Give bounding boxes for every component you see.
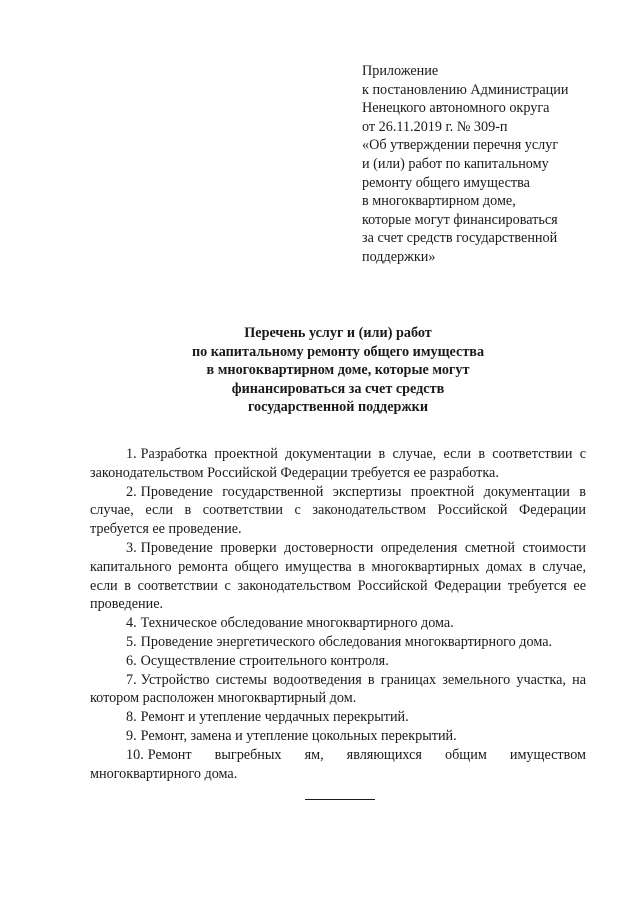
appendix-line: ремонту общего имущества bbox=[362, 174, 530, 191]
item-number: 1. bbox=[126, 446, 137, 462]
list-item bbox=[90, 671, 586, 709]
appendix-line: Ненецкого автономного округа bbox=[362, 100, 550, 117]
title-line: Перечень услуг и (или) работ bbox=[244, 325, 432, 341]
item-text: Техническое обследование многоквартирного дома. bbox=[140, 615, 454, 632]
item-text: Осуществление строительного контроля. bbox=[140, 652, 389, 669]
list-item bbox=[90, 539, 586, 614]
list-item bbox=[90, 445, 586, 483]
appendix-line: к постановлению Администрации bbox=[362, 81, 569, 98]
appendix-line: Приложение bbox=[362, 63, 439, 79]
title-line: государственной поддержки bbox=[247, 399, 429, 416]
item-number: 3. bbox=[126, 539, 137, 556]
appendix-line: в многоквартирном доме, bbox=[362, 193, 516, 210]
item-number: 2. bbox=[126, 483, 137, 500]
item-text: Ремонт и утепление чердачных перекрытий. bbox=[140, 709, 409, 726]
end-separator-line bbox=[305, 799, 375, 800]
document-title bbox=[90, 324, 586, 417]
services-list bbox=[90, 445, 586, 783]
list-item bbox=[90, 483, 586, 539]
item-number: 9. bbox=[126, 727, 137, 744]
appendix-header bbox=[362, 62, 612, 267]
item-number: 6. bbox=[126, 652, 137, 669]
list-item bbox=[90, 746, 586, 784]
appendix-line: от 26.11.2019 г. № 309-п bbox=[362, 118, 508, 135]
item-text: Проведение энергетического обследования многоквартирного дома. bbox=[140, 633, 553, 650]
list-item bbox=[90, 614, 586, 633]
item-text: Ремонт выгребных ям, являющихся общим имуществом многоквартирного дома. bbox=[90, 746, 586, 782]
appendix-line: которые могут финансироваться bbox=[362, 211, 558, 228]
appendix-line: поддержки» bbox=[362, 248, 436, 265]
item-number: 5. bbox=[126, 633, 137, 650]
item-number: 10. bbox=[126, 746, 144, 763]
list-item bbox=[90, 652, 586, 671]
item-text: Проведение государственной экспертизы проектной документации в случае, если в соответствии с законодательством Российской Федерации требуется ее проведение. bbox=[90, 483, 586, 538]
item-number: 8. bbox=[126, 709, 137, 726]
item-text: Ремонт, замена и утепление цокольных перекрытий. bbox=[140, 727, 457, 744]
title-line: финансироваться за счет средств bbox=[231, 380, 445, 397]
appendix-line: «Об утверждении перечня услуг bbox=[362, 137, 559, 154]
item-number: 7. bbox=[126, 671, 137, 688]
item-text: Устройство системы водоотведения в границах земельного участка, на котором расположен многоквартирный дом. bbox=[90, 671, 586, 707]
appendix-line: и (или) работ по капитальному bbox=[362, 155, 549, 172]
item-number: 4. bbox=[126, 615, 137, 632]
item-text: Проведение проверки достоверности определения сметной стоимости капитального ремонта общего имущества в многоквартирных домах в случае, если в соответствии с законодательством Российской Федерации требуется ее проведение. bbox=[90, 539, 586, 613]
title-line: в многоквартирном доме, которые могут bbox=[206, 362, 470, 379]
appendix-line: за счет средств государственной bbox=[362, 230, 558, 247]
list-item bbox=[90, 708, 586, 727]
list-item bbox=[90, 727, 586, 746]
item-text: Разработка проектной документации в случае, если в соответствии с законодательством Российской Федерации требуется ее разработка. bbox=[90, 446, 586, 481]
title-line: по капитальному ремонту общего имущества bbox=[191, 343, 485, 360]
list-item bbox=[90, 633, 586, 652]
